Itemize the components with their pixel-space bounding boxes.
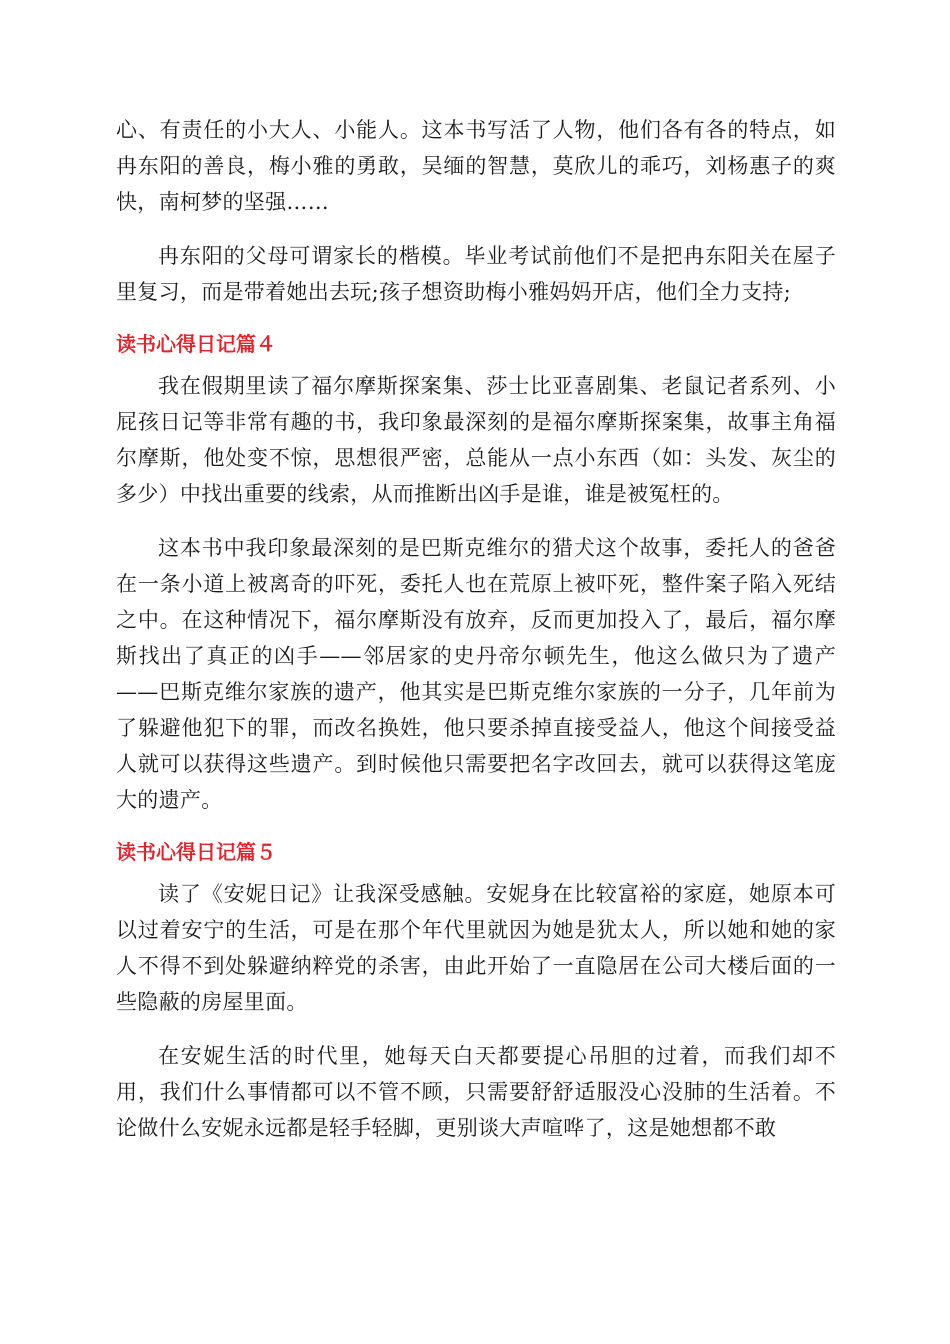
section-heading-4: 读书心得日记篇４ xyxy=(116,332,276,356)
paragraph-4: 这本书中我印象最深刻的是巴斯克维尔的猎犬这个故事，委托人的爸爸在一条小道上被离奇的吓死，委托人也在荒原上被吓死，整件案子陷入死结之中。在这种情况下，福尔摩斯没有放弃，反而更加投入了，最后，福尔摩斯找出了真正的凶手——邻居家的史丹帝尔顿先生，他这么做只为了遗产——巴斯克维尔家族的遗产，他其实是巴斯克维尔家族的一分子，几年前为了躲避他犯下的罪，而改名换姓，他只要杀掉直接受益人，他这个间接受益人就可以获得这些遗产。到时候他只需要把名字改回去，就可以获得这笔庞大的遗产。 xyxy=(116,536,836,812)
paragraph-5: 读了《安妮日记》让我深受感触。安妮身在比较富裕的家庭，她原本可以过着安宁的生活，可是在那个年代里就因为她是犹太人，所以她和她的家人不得不到处躲避纳粹党的杀害，由此开始了一直隐居在公司大楼后面的一些隐蔽的房屋里面。 xyxy=(116,882,836,1014)
section-heading-5: 读书心得日记篇５ xyxy=(116,840,276,864)
paragraph-2: 冉东阳的父母可谓家长的楷模。毕业考试前他们不是把冉东阳关在屋子里复习，而是带着她出去玩;孩子想资助梅小雅妈妈开店，他们全力支持; xyxy=(116,244,836,304)
paragraph-1: 心、有责任的小大人、小能人。这本书写活了人物，他们各有各的特点，如冉东阳的善良，梅小雅的勇敢，吴缅的智慧，莫欣儿的乖巧，刘杨惠子的爽快，南柯梦的坚强…… xyxy=(116,118,836,214)
paragraph-6: 在安妮生活的时代里，她每天白天都要提心吊胆的过着，而我们却不用，我们什么事情都可以不管不顾，只需要舒舒适服没心没肺的生活着。不论做什么安妮永远都是轻手轻脚，更别谈大声喧哗了，这是她想都不敢 xyxy=(116,1044,836,1140)
paragraph-3: 我在假期里读了福尔摩斯探案集、莎士比亚喜剧集、老鼠记者系列、小屁孩日记等非常有趣的书，我印象最深刻的是福尔摩斯探案集，故事主角福尔摩斯，他处变不惊，思想很严密，总能从一点小东西（如：头发、灰尘的多少）中找出重要的线索，从而推断出凶手是谁，谁是被冤枉的。 xyxy=(116,374,836,506)
document-body xyxy=(116,112,836,1164)
